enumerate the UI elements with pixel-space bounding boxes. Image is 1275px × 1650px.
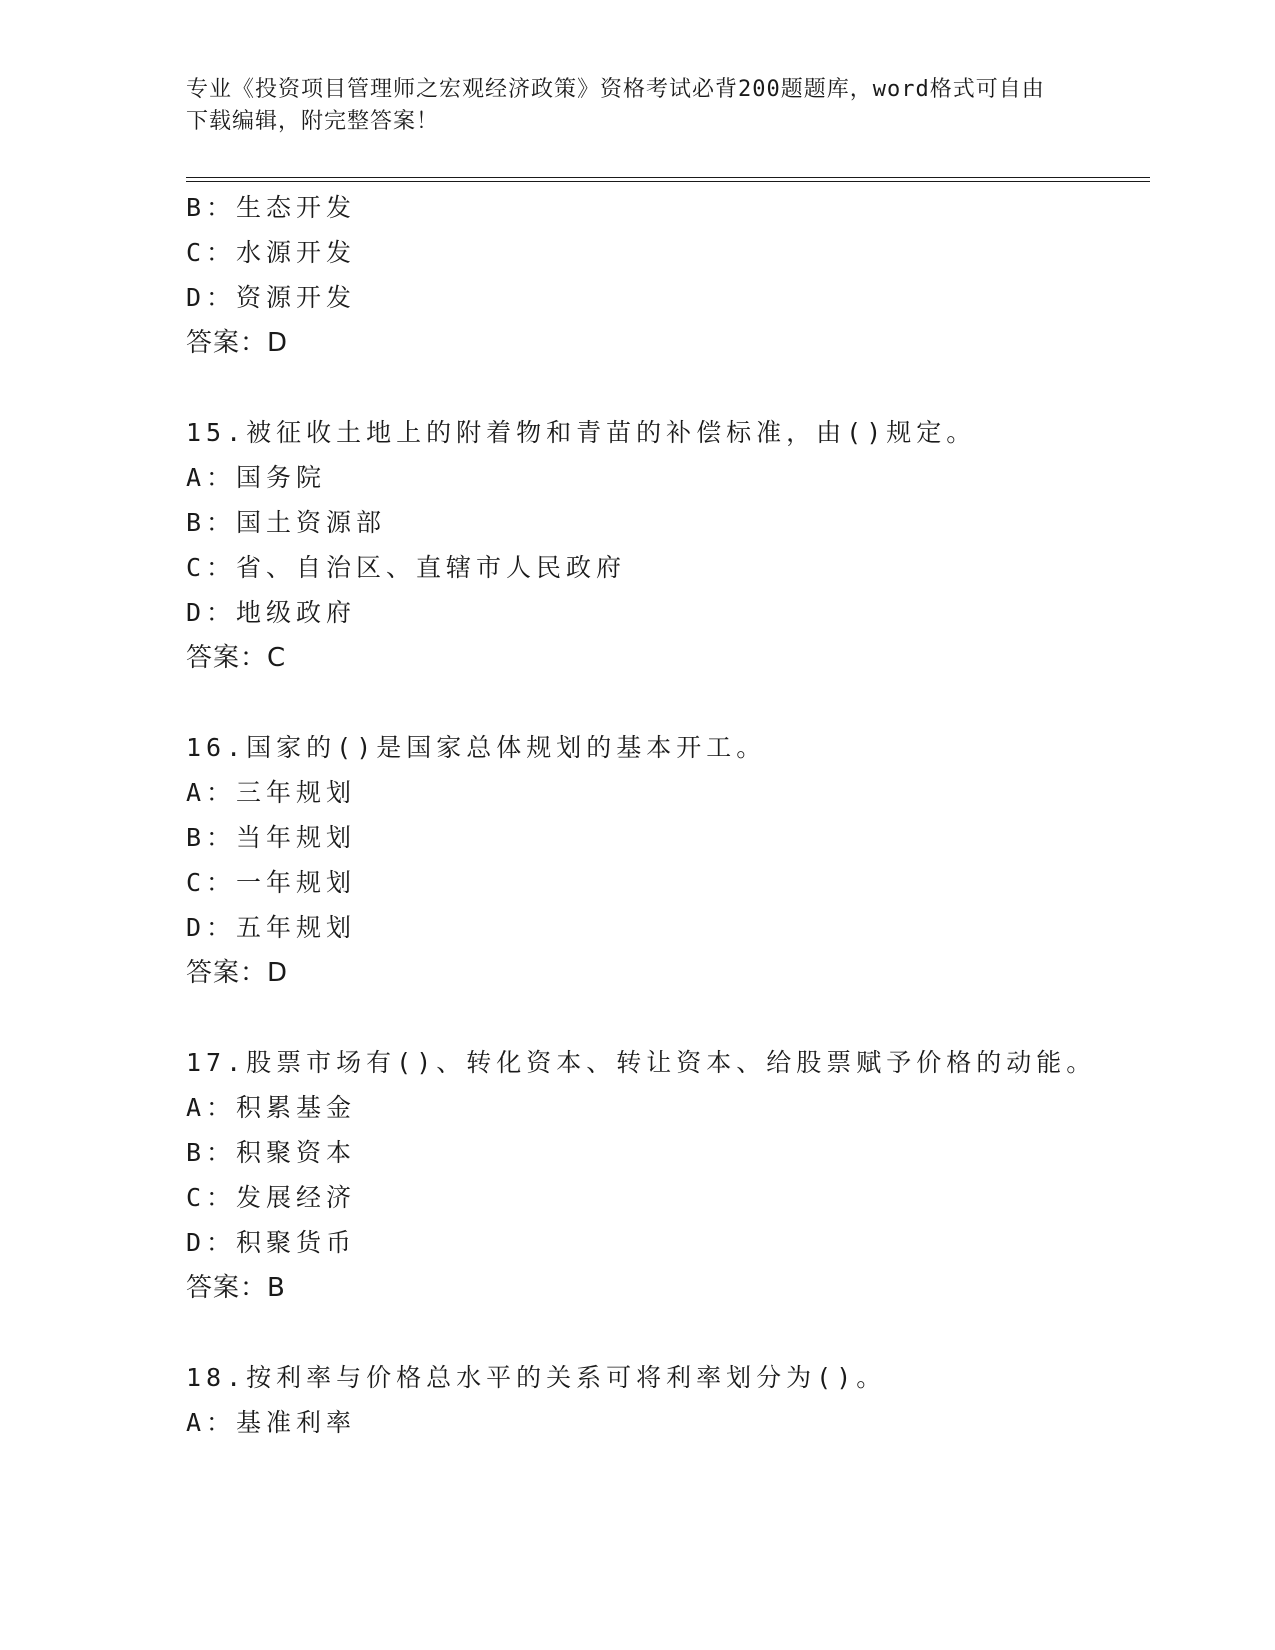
question-stem: 18.按利率与价格总水平的关系可将利率划分为()。	[186, 1363, 887, 1392]
answer: 答案：B	[186, 1273, 286, 1303]
option-a: A：积累基金	[186, 1093, 357, 1122]
option-d: D：资源开发	[186, 283, 357, 312]
header-divider-top	[186, 177, 1150, 178]
option-c: C：省、自治区、直辖市人民政府	[186, 553, 627, 582]
option-d: D：积聚货币	[186, 1228, 357, 1257]
answer: 答案：D	[186, 328, 289, 358]
option-a: A：国务院	[186, 463, 327, 492]
answer: 答案：C	[186, 643, 287, 673]
option-b: B：当年规划	[186, 823, 357, 852]
option-c: C：水源开发	[186, 238, 357, 267]
header-divider-bottom	[186, 181, 1150, 182]
option-a: A：基准利率	[186, 1408, 357, 1437]
question-stem: 17.股票市场有()、转化资本、转让资本、给股票赋予价格的动能。	[186, 1048, 1097, 1077]
question-stem: 16.国家的()是国家总体规划的基本开工。	[186, 733, 767, 762]
option-b: B：生态开发	[186, 193, 357, 222]
option-d: D：地级政府	[186, 598, 357, 627]
option-a: A：三年规划	[186, 778, 357, 807]
page-header-title: 专业《投资项目管理师之宏观经济政策》资格考试必背200题题库，word格式可自由下载编辑，附完整答案！	[186, 77, 1045, 134]
answer: 答案：D	[186, 958, 289, 988]
option-b: B：国土资源部	[186, 508, 387, 537]
option-b: B：积聚资本	[186, 1138, 357, 1167]
option-c: C：发展经济	[186, 1183, 357, 1212]
option-d: D：五年规划	[186, 913, 357, 942]
question-stem: 15.被征收土地上的附着物和青苗的补偿标准，由()规定。	[186, 418, 977, 447]
option-c: C：一年规划	[186, 868, 357, 897]
